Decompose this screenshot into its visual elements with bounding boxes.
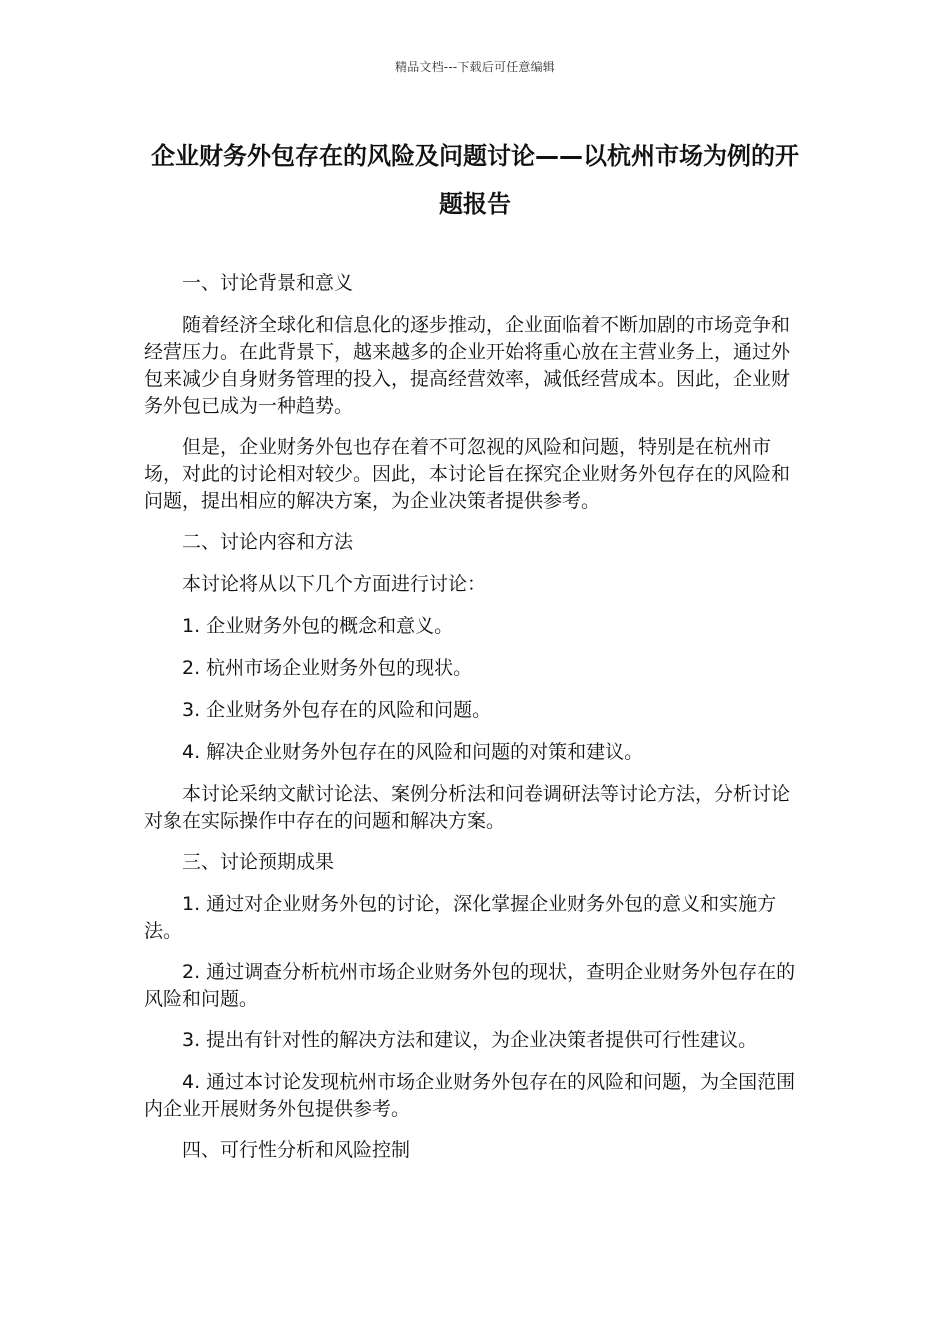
document-body (144, 270, 806, 1179)
header-note: 精品文档---下载后可任意编辑 (395, 60, 555, 74)
list-item: 4. 通过本讨论发现杭州市场企业财务外包存在的风险和问题，为全国范围内企业开展财务外包提供参考。 (144, 1071, 796, 1120)
list-item: 3. 提出有针对性的解决方法和建议，为企业决策者提供可行性建议。 (182, 1029, 758, 1051)
list-item: 1. 通过对企业财务外包的讨论，深化掌握企业财务外包的意义和实施方法。 (144, 893, 777, 942)
paragraph-content-intro: 本讨论将从以下几个方面进行讨论： (182, 573, 487, 595)
paragraph-background-1: 随着经济全球化和信息化的逐步推动，企业面临着不断加剧的市场竞争和经营压力。在此背景下，越来越多的企业开始将重心放在主营业务上，通过外包来减少自身财务管理的投入，提高经营效率，减低经营成本。因此，企业财务外包已成为一种趋势。 (144, 314, 791, 417)
section-heading-content-method: 二、讨论内容和方法 (182, 531, 354, 553)
list-item: 2. 通过调查分析杭州市场企业财务外包的现状，查明企业财务外包存在的风险和问题。 (144, 961, 796, 1010)
section-heading-feasibility: 四、可行性分析和风险控制 (182, 1139, 411, 1161)
document-title: 企业财务外包存在的风险及问题讨论——以杭州市场为例的开题报告 (151, 142, 799, 218)
list-item: 4. 解决企业财务外包存在的风险和问题的对策和建议。 (182, 741, 644, 763)
paragraph-background-2: 但是，企业财务外包也存在着不可忽视的风险和问题，特别是在杭州市场，对此的讨论相对较少。因此，本讨论旨在探究企业财务外包存在的风险和问题，提出相应的解决方案，为企业决策者提供参考。 (144, 436, 791, 512)
list-item: 3. 企业财务外包存在的风险和问题。 (182, 699, 492, 721)
section-heading-background: 一、讨论背景和意义 (182, 272, 354, 294)
list-item: 1. 企业财务外包的概念和意义。 (182, 615, 454, 637)
section-heading-expected-results: 三、讨论预期成果 (182, 851, 335, 873)
list-item: 2. 杭州市场企业财务外包的现状。 (182, 657, 473, 679)
paragraph-method: 本讨论采纳文献讨论法、案例分析法和问卷调研法等讨论方法，分析讨论对象在实际操作中存在的问题和解决方案。 (144, 783, 791, 832)
